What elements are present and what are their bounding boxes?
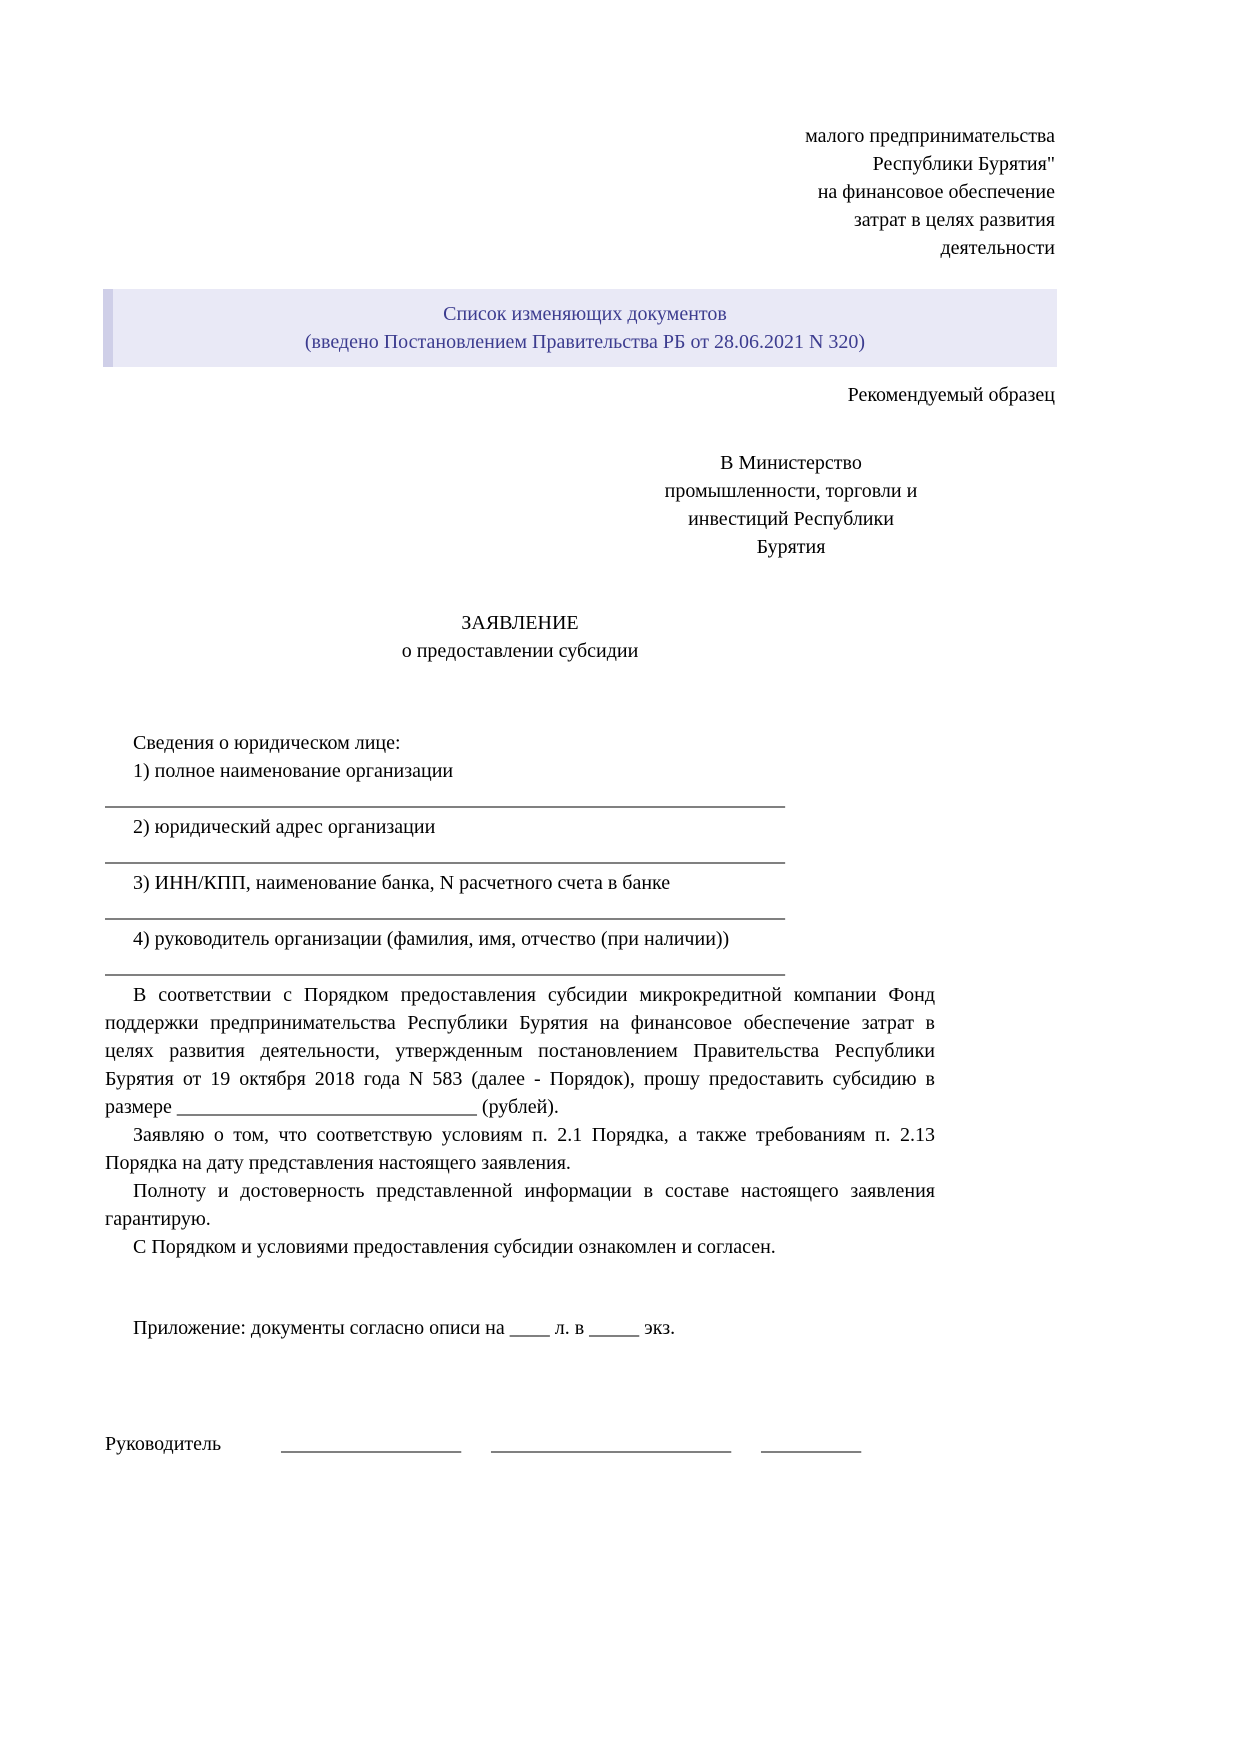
field-label-2: 2) юридический адрес организации <box>133 816 436 838</box>
paragraph-subsidy-procedure: В соответствии с Порядком предоставления субсидии микрокредитной компании Фонд поддержки предпринимательства Республики Бурятия на финансовое обеспечение затрат в целях развития деятельности, утвержденным постановлением Правительства Республики Бурятия от 19 октября 2018 года N 583 (далее - Порядок), прошу предоставить субсидию в размере ______________________________ (рублей). <box>105 984 935 1118</box>
header-line: малого предпринимательства <box>805 125 1055 147</box>
addressee-line: промышленности, торговли и <box>664 480 918 502</box>
amendments-notice <box>103 289 1057 367</box>
header-line: затрат в целях развития <box>853 209 1055 231</box>
signature-blank-name: ________________________ <box>491 1433 732 1455</box>
document-subtitle: о предоставлении субсидии <box>401 640 639 662</box>
header-right-block <box>0 122 1055 262</box>
legal-info-heading: Сведения о юридическом лице: <box>133 732 401 754</box>
fill-in-line-4: ____________________________________________________________________ <box>105 956 785 978</box>
signature-row <box>105 1430 1240 1458</box>
signature-blank-position: __________________ <box>281 1433 462 1455</box>
signature-blank-sign: __________ <box>761 1433 862 1455</box>
addressee-block <box>645 449 937 561</box>
paragraph-agreement: С Порядком и условиями предоставления субсидии ознакомлен и согласен. <box>133 1236 776 1258</box>
document-body <box>105 729 935 1342</box>
fill-in-line-3: ____________________________________________________________________ <box>105 900 785 922</box>
field-label-4: 4) руководитель организации (фамилия, имя, отчество (при наличии)) <box>133 928 730 950</box>
amendments-notice-title: Список изменяющих документов <box>443 303 727 325</box>
field-label-3: 3) ИНН/КПП, наименование банка, N расчетного счета в банке <box>133 872 671 894</box>
header-line: Республики Бурятия" <box>872 153 1055 175</box>
document-title-block <box>105 609 935 665</box>
fill-in-line-1: ____________________________________________________________________ <box>105 788 785 810</box>
paragraph-accuracy-guarantee: Полноту и достоверность представленной информации в составе настоящего заявления гарантирую. <box>105 1180 935 1230</box>
signature-label: Руководитель <box>105 1433 222 1455</box>
recommended-sample-label: Рекомендуемый образец <box>847 384 1055 406</box>
field-label-1: 1) полное наименование организации <box>133 760 454 782</box>
attachment-line: Приложение: документы согласно описи на ____ л. в _____ экз. <box>133 1317 676 1339</box>
paragraph-compliance: Заявляю о том, что соответствую условиям п. 2.1 Порядка, а также требованиям п. 2.13 Порядка на дату представления настоящего заявления. <box>105 1124 935 1174</box>
header-line: деятельности <box>940 237 1055 259</box>
addressee-line: инвестиций Республики <box>688 508 894 530</box>
addressee-line: Бурятия <box>756 536 826 558</box>
amendments-notice-source: (введено Постановлением Правительства РБ от 28.06.2021 N 320) <box>304 331 866 353</box>
header-line: на финансовое обеспечение <box>817 181 1055 203</box>
document-title: ЗАЯВЛЕНИЕ <box>461 612 579 634</box>
addressee-line: В Министерство <box>720 452 862 474</box>
fill-in-line-2: ____________________________________________________________________ <box>105 844 785 866</box>
